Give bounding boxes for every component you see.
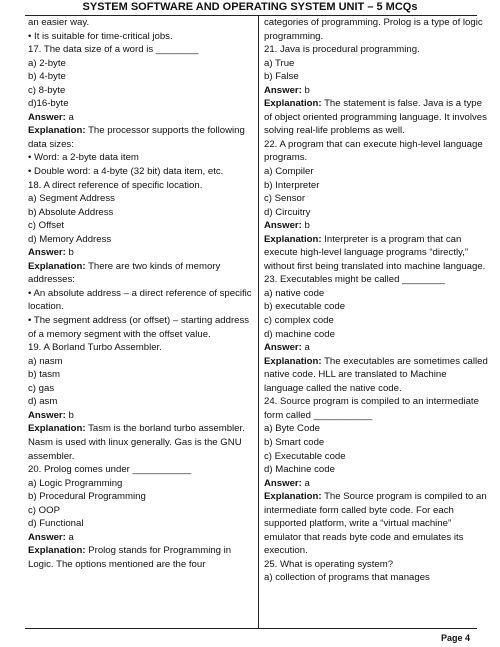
line-text: The executables are sometimes called native code. HLL are translated to Machine language called the native code.	[264, 355, 488, 394]
text-line	[28, 70, 252, 84]
text-line	[28, 124, 252, 151]
text-line	[264, 355, 488, 396]
line-label: Explanation:	[264, 98, 322, 110]
line-text: Tasm is the borland turbo assembler. Nasm is used with linux generally. Gas is the GNU assembler.	[28, 423, 245, 462]
text-line	[28, 341, 252, 355]
line-text: b) tasm	[28, 369, 60, 381]
line-text: The Source program is compiled to an intermediate form called byte code. For each supported platform, write a “virtual machine” emulator that reads byte code and emulates its execution.	[264, 491, 487, 557]
line-text: • An absolute address – a direct reference of specific location.	[28, 287, 252, 313]
line-text: c) OOP	[28, 504, 60, 516]
line-text: c) Executable code	[264, 450, 346, 462]
text-line	[28, 219, 252, 233]
line-text: There are two kinds of memory addresses:	[28, 260, 221, 286]
text-line	[264, 490, 488, 558]
line-text: • Double word: a 4-byte (32 bit) data item, etc.	[28, 166, 224, 178]
line-text: Interpreter is a program that can execute high-level language programs “directly,” without first being translated into machine language.	[264, 233, 486, 272]
text-line	[28, 16, 252, 30]
line-text: 20. Prolog comes under ___________	[28, 464, 192, 476]
text-line	[28, 477, 252, 491]
text-line	[28, 314, 252, 341]
line-text: Prolog stands for Programming in Logic. The options mentioned are the four	[28, 545, 232, 570]
text-line	[264, 70, 488, 84]
line-text: a	[301, 477, 310, 489]
text-line	[28, 504, 252, 518]
line-text: 19. A Borland Turbo Assembler.	[28, 342, 162, 354]
line-text: a) nasm	[28, 355, 63, 367]
text-line	[28, 151, 252, 165]
line-text: a) Compiler	[264, 166, 314, 178]
line-text: • The segment address (or offset) – starting address of a memory segment with the offset value.	[28, 315, 250, 340]
line-text: d) Memory Address	[28, 233, 112, 245]
line-text: b) Interpreter	[264, 179, 320, 191]
text-line	[28, 517, 252, 531]
line-text: b) Procedural Programming	[28, 491, 146, 503]
text-line	[28, 179, 252, 193]
text-line	[264, 192, 488, 206]
page-number: Page 4	[440, 633, 470, 643]
line-text: a	[65, 531, 74, 543]
line-text: 17. The data size of a word is ________	[28, 44, 199, 56]
text-line	[28, 165, 252, 179]
line-text: d)16-byte	[28, 98, 69, 110]
text-line	[28, 395, 252, 409]
text-line	[264, 179, 488, 193]
text-line	[28, 422, 252, 463]
text-line	[28, 382, 252, 396]
text-line	[264, 16, 488, 43]
line-text: d) Functional	[28, 518, 84, 530]
text-line	[264, 300, 488, 314]
line-label: Explanation:	[28, 545, 86, 557]
text-line	[264, 97, 488, 138]
text-line	[28, 206, 252, 220]
footer-rule	[25, 628, 477, 629]
text-line	[264, 450, 488, 464]
line-text: c) Offset	[28, 220, 65, 232]
line-text: The statement is false. Java is a type of object oriented programming language. It involves solving real-life problems as well.	[264, 98, 487, 137]
line-label: Explanation:	[28, 423, 86, 435]
text-line	[264, 233, 488, 274]
text-line	[28, 246, 252, 260]
line-text: c) Sensor	[264, 193, 306, 205]
line-text: d) machine code	[264, 328, 335, 340]
text-line	[264, 273, 488, 287]
line-label: Answer:	[264, 220, 302, 232]
line-label: Explanation:	[28, 125, 86, 137]
line-label: Explanation:	[264, 491, 322, 503]
line-text: d) asm	[28, 396, 58, 408]
text-line	[264, 422, 488, 436]
line-text: b	[301, 84, 310, 96]
line-text: d) Circuitry	[264, 206, 311, 218]
line-label: Answer:	[264, 342, 302, 354]
line-text: categories of programming. Prolog is a type of logic programming.	[264, 17, 483, 42]
text-line	[264, 558, 488, 572]
line-label: Explanation:	[28, 260, 86, 272]
line-text: c) 8-byte	[28, 84, 66, 96]
text-line	[28, 260, 252, 287]
text-line	[264, 395, 488, 422]
text-line	[264, 287, 488, 301]
text-line	[28, 544, 252, 571]
line-text: a) True	[264, 57, 295, 69]
line-text: b) Absolute Address	[28, 206, 114, 218]
text-line	[264, 477, 488, 491]
text-line	[28, 463, 252, 477]
text-line	[28, 30, 252, 44]
line-text: • It is suitable for time-critical jobs.	[28, 30, 173, 42]
text-line	[264, 84, 488, 98]
line-text: a) Byte Code	[264, 423, 320, 435]
line-text: b) executable code	[264, 301, 346, 313]
line-text: c) complex code	[264, 315, 334, 327]
text-line	[264, 341, 488, 355]
line-label: Explanation:	[264, 233, 322, 245]
text-line	[264, 219, 488, 233]
line-text: 23. Executables might be called ________	[264, 274, 445, 286]
column-divider	[258, 15, 259, 628]
text-line	[28, 97, 252, 111]
text-line	[264, 43, 488, 57]
text-line	[28, 192, 252, 206]
line-text: 25. What is operating system?	[264, 558, 394, 570]
left-column	[28, 16, 252, 571]
line-text: c) gas	[28, 382, 55, 394]
text-line	[264, 57, 488, 71]
line-text: b	[65, 247, 74, 259]
line-text: a	[301, 342, 310, 354]
line-text: a	[65, 111, 74, 123]
text-line	[28, 287, 252, 314]
line-text: 24. Source program is compiled to an intermediate form called ___________	[264, 396, 479, 421]
text-line	[28, 355, 252, 369]
line-text: a) 2-byte	[28, 57, 66, 69]
line-text: b) 4-byte	[28, 71, 66, 83]
text-line	[264, 571, 488, 585]
text-line	[264, 165, 488, 179]
line-text: an easier way.	[28, 17, 90, 28]
text-line	[28, 531, 252, 545]
text-line	[264, 206, 488, 220]
line-label: Explanation:	[264, 355, 322, 367]
line-text: b) Smart code	[264, 436, 325, 448]
line-text: 22. A program that can execute high-level language programs.	[264, 138, 483, 164]
line-label: Answer:	[28, 247, 66, 259]
text-line	[264, 328, 488, 342]
text-line	[28, 84, 252, 98]
line-text: b	[65, 409, 74, 421]
line-label: Answer:	[28, 531, 66, 543]
line-label: Answer:	[28, 409, 66, 421]
text-line	[264, 138, 488, 165]
line-label: Answer:	[28, 111, 66, 123]
line-label: Answer:	[264, 477, 302, 489]
text-line	[28, 368, 252, 382]
line-text: a) Logic Programming	[28, 477, 123, 489]
line-text: a) native code	[264, 287, 325, 299]
line-text: b) False	[264, 71, 299, 83]
line-text: a) Segment Address	[28, 193, 115, 205]
text-line	[28, 409, 252, 423]
text-line	[28, 490, 252, 504]
text-line	[264, 314, 488, 328]
line-text: 18. A direct reference of specific location.	[28, 179, 203, 191]
line-text: 21. Java is procedural programming.	[264, 44, 420, 56]
line-text: • Word: a 2-byte data item	[28, 152, 139, 164]
right-column	[264, 16, 488, 585]
line-label: Answer:	[264, 84, 302, 96]
text-line	[28, 233, 252, 247]
text-line	[28, 57, 252, 71]
line-text: a) collection of programs that manages	[264, 572, 430, 584]
text-line	[264, 463, 488, 477]
line-text: d) Machine code	[264, 464, 335, 476]
text-line	[264, 436, 488, 450]
line-text: The processor supports the following data sizes:	[28, 125, 245, 150]
page-header: SYSTEM SOFTWARE AND OPERATING SYSTEM UNIT – 5 MCQs	[82, 1, 418, 13]
text-line	[28, 111, 252, 125]
text-line	[28, 43, 252, 57]
line-text: b	[301, 220, 310, 232]
